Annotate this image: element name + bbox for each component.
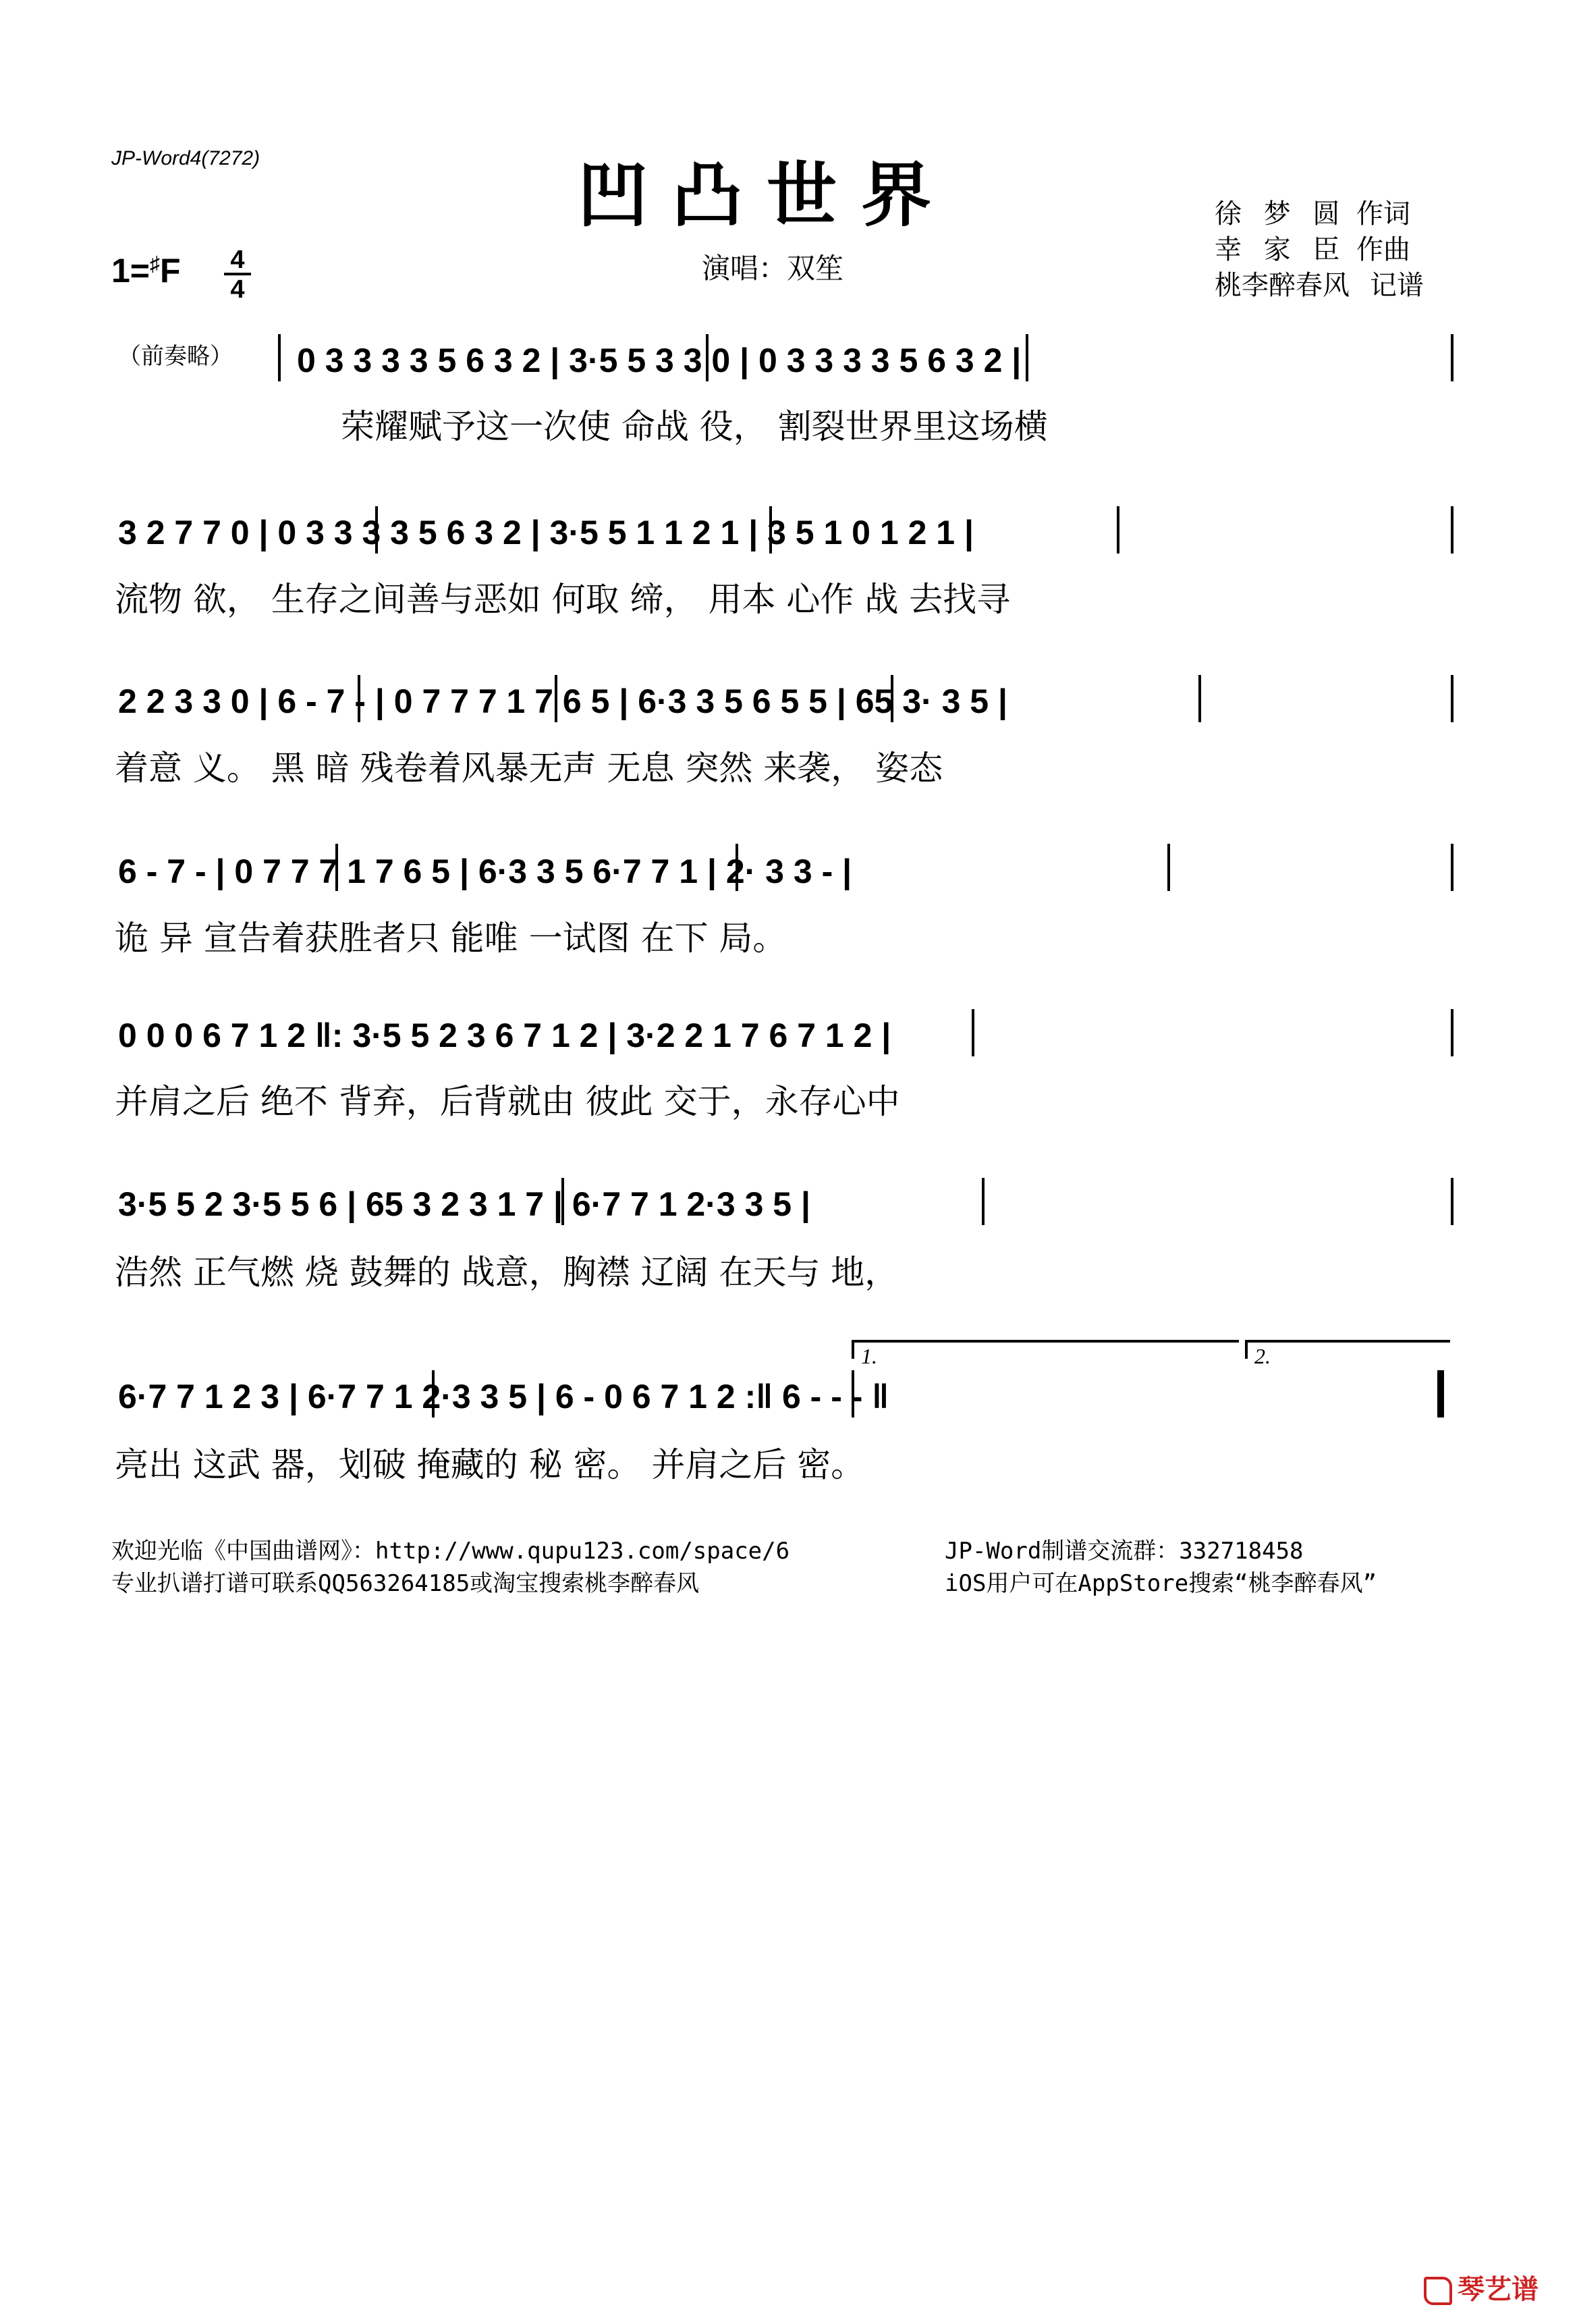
singer: 演唱：双笙 [702,252,844,285]
software-tag: JP-Word4(7272) [111,147,260,169]
credit-transcriber [1215,264,1424,302]
key-tonic: F [160,252,181,290]
logo-text: 琴艺谱 [1458,2274,1539,2305]
credit-name: 幸 家 臣 [1215,234,1347,265]
credit-role: 作词 [1356,198,1410,229]
note-row: 3·5 5 2 3·5 5 6 | 65 3 2 3 1 7 | 6·7 7 1 2·3 3 5 | [118,1185,810,1223]
key-label: 1= [111,252,150,290]
barline [1451,506,1453,553]
note-row: 6·7 7 1 2 3 | 6·7 7 1 2·3 3 5 | 6 - 0 6 7 1 2 :‖ 6 - - - ‖ [118,1378,889,1415]
lyric-line: 流物 欲， 生存之间善与恶如 何取 缔， 用本 心作 战 去找寻 [115,580,1011,619]
note-row: 2 2 3 3 0 | 6 - 7 - | 0 7 7 7 1 7 6 5 | 6·3 3 5 6 5 5 | 65 3· 3 5 | [118,682,1007,720]
barline [1451,675,1453,722]
credit-composer [1215,228,1410,267]
barline [278,334,281,381]
page-title: 凹凸世界 [578,153,956,236]
volta-first-ending: 1. [852,1340,1239,1359]
credit-role: 作曲 [1356,234,1410,265]
credit-name: 徐 梦 圆 [1215,198,1347,229]
barline [1451,1009,1453,1056]
barline [1451,844,1453,891]
lyric-line: 亮出 这武 器，划破 掩藏的 秘 密。 并肩之后 密。 [115,1445,865,1484]
barline [1451,334,1453,381]
volta-second-ending: 2. [1245,1340,1450,1359]
intro-note: （前奏略） [118,343,233,370]
footer-left-line1: 欢迎光临《中国曲谱网》：http://www.qupu123.com/space/6 [111,1538,790,1565]
credit-name: 桃李醉春风 [1215,270,1350,301]
key-signature [111,251,181,290]
sharp-icon: ♯ [150,252,161,275]
note-row: 0 0 0 6 7 1 2 ‖: 3·5 5 2 3 6 7 1 2 | 3·2 2 1 7 6 7 1 2 | [118,1017,891,1054]
lyric-line: 并肩之后 绝不 背弃，后背就由 彼此 交于，永存心中 [115,1082,900,1121]
footer-right-line2: iOS用户可在AppStore搜索“桃李醉春风” [945,1570,1377,1597]
note-row: 6 - 7 - | 0 7 7 7 1 7 6 5 | 6·3 3 5 6·7 7 1 | 2· 3 3 - | [118,853,852,890]
lyric-line: 浩然 正气燃 烧 鼓舞的 战意，胸襟 辽阔 在天与 地， [115,1253,899,1292]
footer-left-line2: 专业扒谱打谱可联系QQ563264185或淘宝搜索桃李醉春风 [111,1570,700,1597]
note-row: 3 2 7 7 0 | 0 3 3 3 3 5 6 3 2 | 3·5 5 1 1 2 1 | 3 5 1 0 1 2 1 | [118,514,974,551]
lyric-line: 诡 异 宣告着获胜者只 能唯 一试图 在下 局。 [115,919,787,958]
footer-right-line1: JP-Word制谱交流群：332718458 [945,1538,1304,1565]
time-signature-numerator: 4 [224,247,251,275]
site-logo [1424,2268,1539,2306]
credit-role: 记谱 [1370,270,1424,301]
time-signature-denominator: 4 [230,275,245,304]
lyric-line: 着意 义。 黑 暗 残卷着风暴无声 无息 突然 来袭， 姿态 [115,749,943,788]
barline [1451,1178,1453,1225]
logo-mark-icon [1424,2277,1452,2305]
lyric-line: 荣耀赋予这一次使 命战 役， 割裂世界里这场横 [341,407,1048,446]
credit-lyricist [1215,192,1410,231]
note-row: 0 3 3 3 3 5 6 3 2 | 3·5 5 3 3 0 | 0 3 3 3 3 5 6 3 2 | [297,342,1022,379]
